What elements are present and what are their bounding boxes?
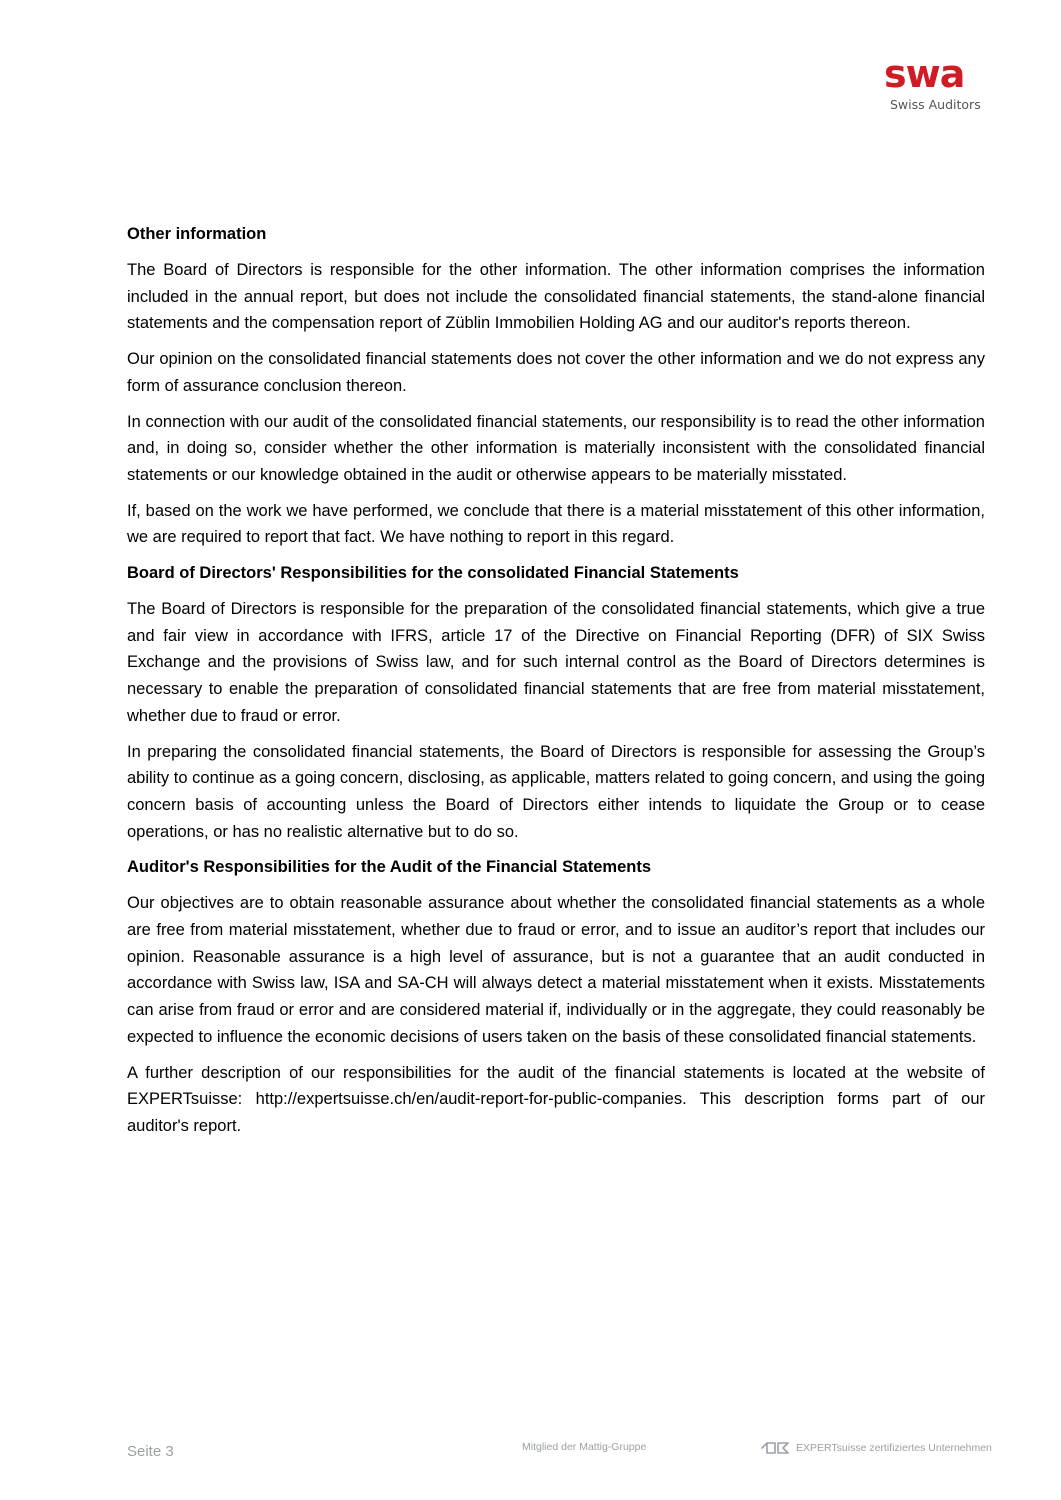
section-board-responsibilities (127, 560, 985, 845)
paragraph: In preparing the consolidated financial statements, the Board of Directors is responsible for assessing the Group’s ability to continue as a going concern, disclosing, as applicable, matters related to going concern, and using the going concern basis of accounting unless the Board of Directors either intends to liquidate the Group or to cease operations, or has no realistic alternative but to do so. (127, 742, 985, 841)
section-heading: Board of Directors' Responsibilities for the consolidated Financial Statements (127, 564, 739, 583)
swa-logo (884, 52, 984, 116)
section-heading: Other information (127, 225, 267, 243)
paragraph: The Board of Directors is responsible for the preparation of the consolidated financial statements, which give a true and fair view in accordance with IFRS, article 17 of the Directive on Financial Reporting (DFR) of SIX Swiss Exchange and the provisions of Swiss law, and for such internal control as the Board of Directors determines is necessary to enable the preparation of consolidated financial statements that are free from material misstatement, whether due to fraud or error. (127, 600, 985, 725)
paragraph: The Board of Directors is responsible for the other information. The other information comprises the information included in the annual report, but does not include the consolidated financial statements, the stand-alone financial statements and the compensation report of Züblin Immobilien Holding AG and our auditor's reports thereon. (127, 261, 985, 333)
paragraph: If, based on the work we have performed, we conclude that there is a material misstatement of this other information, we are required to report that fact. We have nothing to report in this regard. (127, 501, 985, 547)
certification-note (760, 1438, 992, 1458)
member-note: Mitglied der Mattig-Gruppe (522, 1441, 647, 1453)
logo-subtitle: Swiss Auditors (890, 97, 981, 112)
paragraph: Our objectives are to obtain reasonable assurance about whether the consolidated financial statements as a whole are free from material misstatement, whether due to fraud or error, and to issue an auditor’s report that includes our opinion. Reasonable assurance is a high level of assurance, but is not a guarantee that an audit conducted in accordance with Swiss law, ISA and SA-CH will always detect a material misstatement when it exists. Misstatements can arise from fraud or error and are considered material if, individually or in the aggregate, they could reasonably be expected to influence the economic decisions of users taken on the basis of these consolidated financial statements. (127, 894, 985, 1046)
logo-wordmark: swa (884, 52, 965, 96)
section-other-information (127, 221, 985, 551)
paragraph: In connection with our audit of the consolidated financial statements, our responsibility is to read the other information and, in doing so, consider whether the other information is materially inconsistent with the consolidated financial statements or our knowledge obtained in the audit or otherwise appears to be materially misstated. (127, 412, 985, 484)
section-auditor-responsibilities (127, 854, 985, 1139)
report-body (127, 221, 985, 1149)
page-number: Seite 3 (127, 1443, 174, 1460)
paragraph: A further description of our responsibilities for the audit of the financial statements is located at the website of EXPERTsuisse: http://expertsuisse.ch/en/audit-report-for-public-companies. This description forms part of our auditor's report. (127, 1063, 985, 1135)
section-heading: Auditor's Responsibilities for the Audit of the Financial Statements (127, 858, 652, 877)
expertsuisse-logo-icon (760, 1440, 790, 1456)
paragraph: Our opinion on the consolidated financial statements does not cover the other information and we do not express any form of assurance conclusion thereon. (127, 350, 985, 395)
certification-text: EXPERTsuisse zertifiziertes Unternehmen (796, 1442, 992, 1454)
